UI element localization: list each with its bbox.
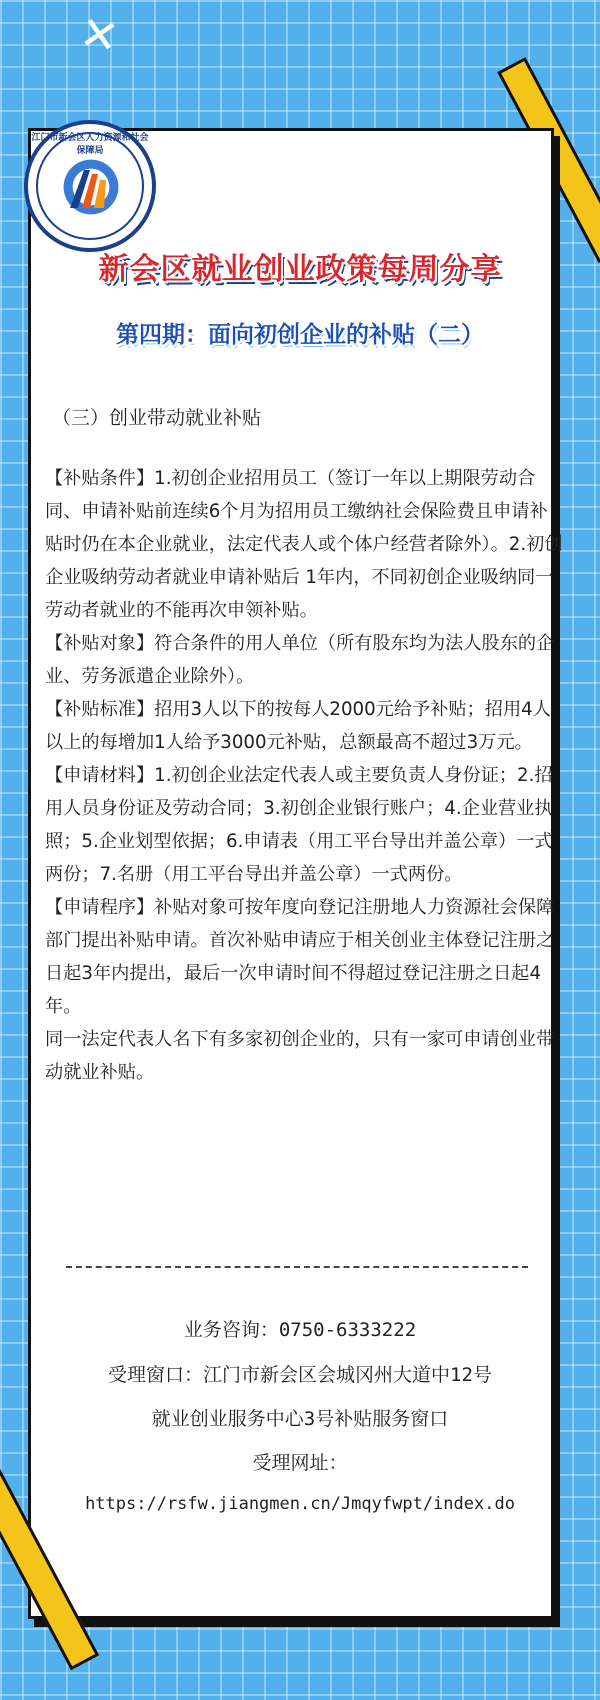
contact-website-link[interactable]: https://rsfw.jiangmen.cn/Jmqyfwpt/index.do	[85, 1494, 515, 1514]
page-title: 新会区就业创业政策每周分享	[98, 252, 502, 287]
contact-window-line2: 就业创业服务中心3号补贴服务窗口	[151, 1408, 449, 1430]
divider	[66, 1266, 528, 1268]
paragraph-conditions: 【补贴条件】1.初创企业招用员工（签订一年以上期限劳动合同、申请补贴前连续6个月为招用员工缴纳社会保险费且申请补贴时仍在本企业就业，法定代表人或个体户经营者除外）。2.初创企业吸纳劳动者就业申请补贴后 1年内，不同初创企业吸纳同一劳动者就业的不能再次申领补贴。	[45, 468, 563, 621]
contact-phone: 业务咨询：0750-6333222	[183, 1319, 417, 1341]
bureau-logo	[24, 120, 156, 252]
paragraph-procedure: 【申请程序】补贴对象可按年度向登记注册地人力资源社会保障部门提出补贴申请。首次补贴申请应于相关创业主体登记注册之日起3年内提出，最后一次申请时间不得超过登记注册之日起4年。	[45, 897, 555, 1017]
paragraph-note: 同一法定代表人名下有多家初创企业的，只有一家可申请创业带动就业补贴。	[45, 1029, 555, 1083]
policy-body	[45, 462, 565, 1089]
cross-decoration-icon: ✕	[75, 5, 123, 65]
contact-website-label: 受理网址：	[252, 1452, 348, 1474]
logo-text: 江门市新会区人力资源和社会保障局	[31, 133, 149, 156]
section-heading: （三）创业带动就业补贴	[52, 407, 262, 429]
paragraph-standard: 【补贴标准】招用3人以下的按每人2000元给予补贴；招用4人以上的每增加1人给予3000元补贴，总额最高不超过3万元。	[45, 699, 551, 753]
issue-subtitle: 第四期：面向初创企业的补贴（二）	[116, 322, 484, 348]
paragraph-materials: 【申请材料】1.初创企业法定代表人或主要负责人身份证；2.招用人员身份证及劳动合同；3.初创企业银行账户；4.企业营业执照；5.企业划型依据；6.申请表（用工平台导出并盖公章）一式两份；7.名册（用工平台导出并盖公章）一式两份。	[45, 765, 553, 885]
logo-emblem-icon	[66, 164, 118, 212]
paragraph-target: 【补贴对象】符合条件的用人单位（所有股东均为法人股东的企业、劳务派遣企业除外）。	[45, 633, 555, 687]
contact-window-line1: 受理窗口：江门市新会区会城冈州大道中12号	[108, 1364, 492, 1386]
